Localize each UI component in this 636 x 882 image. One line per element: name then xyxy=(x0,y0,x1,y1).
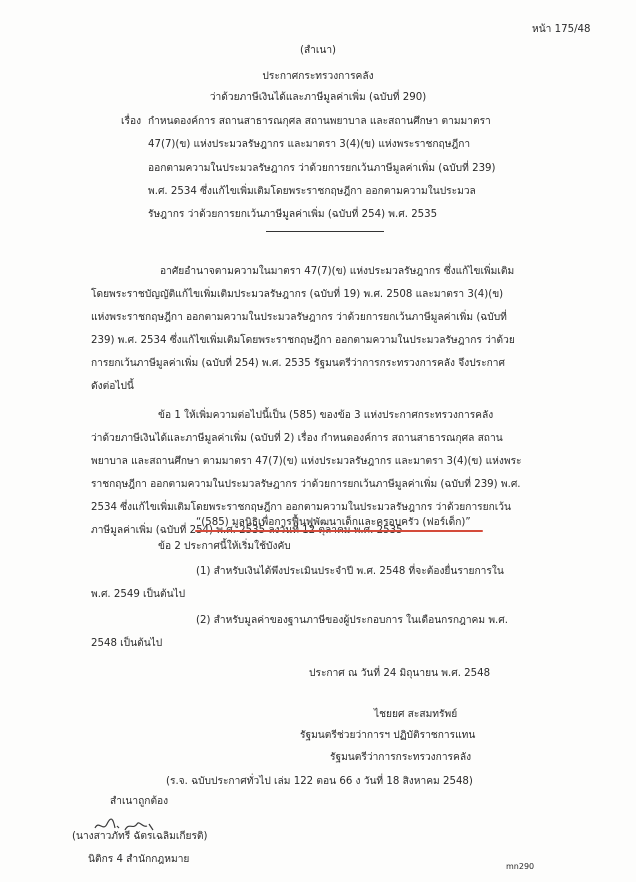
certifier-name: (นางสาวภัทรี ฉัตรเฉลิมเกียรติ) xyxy=(72,831,208,842)
preamble-line: แห่งพระราชกฤษฎีกา ออกตามความในประมวลรัษฎากร ว่าด้วยการยกเว้นภาษีมูลค่าเพิ่ม (ฉบับที่ xyxy=(91,312,507,323)
subject-line: ออกตามความในประมวลรัษฎากร ว่าด้วยการยกเว้นภาษีมูลค่าเพิ่ม (ฉบับที่ 239) xyxy=(148,163,496,174)
clause-1-line: 2534 ซึ่งแก้ไขเพิ่มเติมโดยพระราชกฤษฎีกา ออกตามความในประมวลรัษฎากร ว่าด้วยการยกเว้น xyxy=(91,502,511,513)
gazette-reference: (ร.จ. ฉบับประกาศทั่วไป เล่ม 122 ตอน 66 ง วันที่ 18 สิงหาคม 2548) xyxy=(166,776,473,787)
clause-2-item-1: (1) สำหรับเงินได้พึงประเมินประจำปี พ.ศ. 2548 ที่จะต้องยื่นรายการใน xyxy=(196,566,504,577)
clause-1-quote: “(585) มูลนิธิเพื่อการฟื้นฟูพัฒนาเด็กและครอบครัว (ฟอร์เด็ก)” xyxy=(196,517,471,528)
clause-2-item-2: (2) สำหรับมูลค่าของฐานภาษีของผู้ประกอบการ ในเดือนกรกฎาคม พ.ศ. xyxy=(196,615,508,626)
preamble-line: อาศัยอำนาจตามความในมาตรา 47(7)(ข) แห่งประมวลรัษฎากร ซึ่งแก้ไขเพิ่มเติม xyxy=(160,266,515,277)
clause-1-line: พยาบาล และสถานศึกษา ตามมาตรา 47(7)(ข) แห่งประมวลรัษฎากร และมาตรา 3(4)(ข) แห่งพระ xyxy=(91,456,522,467)
clause-2-item-1-cont: พ.ศ. 2549 เป็นต้นไป xyxy=(91,589,186,600)
subject-label: เรื่อง xyxy=(121,116,142,127)
preamble-line: ดังต่อไปนี้ xyxy=(91,381,134,392)
true-copy-label: สำเนาถูกต้อง xyxy=(110,796,169,807)
clause-1-line: ว่าด้วยภาษีเงินได้และภาษีมูลค่าเพิ่ม (ฉบับที่ 2) เรื่อง กำหนดองค์การ สถานสาธารณกุศล สถาน xyxy=(91,433,503,444)
document-title: ประกาศกระทรวงการคลัง xyxy=(262,71,374,82)
preamble-line: การยกเว้นภาษีมูลค่าเพิ่ม (ฉบับที่ 254) พ.ศ. 2535 รัฐมนตรีว่าการกระทรวงการคลัง จึงประกาศ xyxy=(91,358,505,369)
copy-mark: (สำเนา) xyxy=(299,45,337,56)
signatory-position: รัฐมนตรีช่วยว่าการฯ ปฏิบัติราชการแทน xyxy=(300,730,476,741)
clause-2-item-2-cont: 2548 เป็นต้นไป xyxy=(91,638,163,649)
preamble-line: 239) พ.ศ. 2534 ซึ่งแก้ไขเพิ่มเติมโดยพระราชกฤษฎีกา ออกตามความในประมวลรัษฎากร ว่าด้วย xyxy=(91,335,515,346)
subject-line: พ.ศ. 2534 ซึ่งแก้ไขเพิ่มเติมโดยพระราชกฤษฎีกา ออกตามความในประมวล xyxy=(148,186,476,197)
document-subtitle: ว่าด้วยภาษีเงินได้และภาษีมูลค่าเพิ่ม (ฉบับที่ 290) xyxy=(209,92,427,103)
highlight-underline xyxy=(195,530,483,532)
document-code: mn290 xyxy=(506,862,535,871)
clause-1-line: ราชกฤษฎีกา ออกตามความในประมวลรัษฎากร ว่าด้วยการยกเว้นภาษีมูลค่าเพิ่ม (ฉบับที่ 239) พ.ศ. xyxy=(91,479,521,490)
subject-line: 47(7)(ข) แห่งประมวลรัษฎากร และมาตรา 3(4)(ข) แห่งพระราชกฤษฎีกา xyxy=(148,139,471,150)
subject-line: รัษฎากร ว่าด้วยการยกเว้นภาษีมูลค่าเพิ่ม (ฉบับที่ 254) พ.ศ. 2535 xyxy=(148,209,438,220)
clause-2-heading: ข้อ 2 ประกาศนี้ให้เริ่มใช้บังคับ xyxy=(158,541,291,552)
subject-line: กำหนดองค์การ สถานสาธารณกุศล สถานพยาบาล และสถานศึกษา ตามมาตรา xyxy=(148,116,491,127)
clause-1-line: ภาษีมูลค่าเพิ่ม (ฉบับที่ 254) พ.ศ. 2535 ลงวันที่ 12 ตุลาคม พ.ศ. 2535 xyxy=(91,525,403,536)
section-divider xyxy=(266,231,384,232)
clause-1-line: ข้อ 1 ให้เพิ่มความต่อไปนี้เป็น (585) ของข้อ 3 แห่งประกาศกระทรวงการคลัง xyxy=(158,410,494,421)
signatory-position: รัฐมนตรีว่าการกระทรวงการคลัง xyxy=(330,752,472,763)
signatory-name: ไชยยศ สะสมทรัพย์ xyxy=(374,709,458,720)
page-number: หน้า 175/48 xyxy=(532,24,591,35)
preamble-line: โดยพระราชบัญญัติแก้ไขเพิ่มเติมประมวลรัษฎากร (ฉบับที่ 19) พ.ศ. 2508 และมาตรา 3(4)(ข) xyxy=(91,289,504,300)
certifier-title: นิติกร 4 สำนักกฎหมาย xyxy=(88,854,190,865)
announcement-date: ประกาศ ณ วันที่ 24 มิถุนายน พ.ศ. 2548 xyxy=(309,668,491,679)
